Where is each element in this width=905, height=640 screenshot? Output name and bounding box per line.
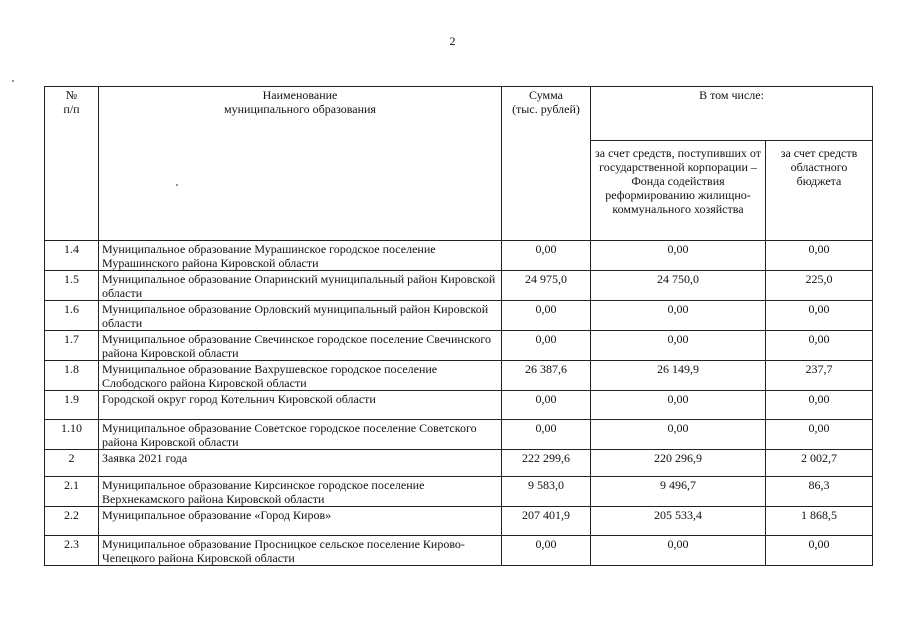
row-sum: 0,00 [502,391,591,420]
row-sum: 0,00 [502,536,591,566]
row-name: Муниципальное образование Орловский муниципальный район Кировской области [99,301,502,331]
row-name: Муниципальное образование «Город Киров» [99,507,502,536]
row-regional: 0,00 [766,420,873,450]
row-fund: 0,00 [591,391,766,420]
allocation-table [44,86,873,566]
row-number: 2.2 [45,507,99,536]
row-regional: 0,00 [766,331,873,361]
table-row [45,271,873,301]
row-number: 2.3 [45,536,99,566]
page-number: 2 [449,34,456,48]
row-fund: 26 149,9 [591,361,766,391]
row-name: Заявка 2021 года [99,450,502,477]
table-row [45,536,873,566]
row-regional: 1 868,5 [766,507,873,536]
row-fund: 0,00 [591,536,766,566]
row-sum: 0,00 [502,301,591,331]
row-name: Муниципальное образование Кирсинское городское поселение Верхнекамского района Кировской области [99,477,502,507]
row-regional: 0,00 [766,301,873,331]
row-number: 2.1 [45,477,99,507]
row-fund: 0,00 [591,331,766,361]
header-name: Наименование муниципального образования [99,87,502,241]
table-row [45,361,873,391]
table-row [45,391,873,420]
row-fund: 0,00 [591,241,766,271]
row-regional: 2 002,7 [766,450,873,477]
row-number: 1.10 [45,420,99,450]
row-sum: 0,00 [502,331,591,361]
row-name: Муниципальное образование Свечинское городское поселение Свечинского района Кировской области [99,331,502,361]
row-regional: 0,00 [766,241,873,271]
row-number: 1.4 [45,241,99,271]
row-fund: 9 496,7 [591,477,766,507]
row-number: 1.8 [45,361,99,391]
row-name: Муниципальное образование Просницкое сельское поселение Кирово-Чепецкого района Кировской области [99,536,502,566]
scan-speck [12,80,14,82]
header-including: В том числе: [591,87,873,141]
table-row [45,241,873,271]
header-number: № п/п [45,87,99,241]
row-name: Муниципальное образование Советское городское поселение Советского района Кировской области [99,420,502,450]
table-row [45,507,873,536]
row-number: 1.5 [45,271,99,301]
row-sum: 0,00 [502,420,591,450]
row-regional: 237,7 [766,361,873,391]
row-fund: 205 533,4 [591,507,766,536]
row-number: 1.9 [45,391,99,420]
row-regional: 86,3 [766,477,873,507]
header-fund: за счет средств, поступивших от государственной корпорации – Фонда содействия реформированию жилищно-коммунального хозяйства [591,141,766,241]
row-regional: 225,0 [766,271,873,301]
row-number: 2 [45,450,99,477]
row-number: 1.7 [45,331,99,361]
table-row [45,477,873,507]
table-row [45,301,873,331]
row-name: Муниципальное образование Вахрушевское городское поселение Слободского района Кировской области [99,361,502,391]
row-name: Городской округ город Котельнич Кировской области [99,391,502,420]
header-sum: Сумма (тыс. рублей) [502,87,591,241]
header-regional: за счет средств областного бюджета [766,141,873,241]
table-row [45,420,873,450]
row-sum: 9 583,0 [502,477,591,507]
row-fund: 220 296,9 [591,450,766,477]
row-number: 1.6 [45,301,99,331]
row-fund: 0,00 [591,420,766,450]
row-fund: 24 750,0 [591,271,766,301]
row-fund: 0,00 [591,301,766,331]
row-sum: 26 387,6 [502,361,591,391]
row-regional: 0,00 [766,536,873,566]
row-sum: 0,00 [502,241,591,271]
row-sum: 222 299,6 [502,450,591,477]
row-name: Муниципальное образование Мурашинское городское поселение Мурашинского района Кировской области [99,241,502,271]
row-name: Муниципальное образование Опаринский муниципальный район Кировской области [99,271,502,301]
table-row [45,450,873,477]
table-row [45,331,873,361]
row-sum: 207 401,9 [502,507,591,536]
row-sum: 24 975,0 [502,271,591,301]
row-regional: 0,00 [766,391,873,420]
